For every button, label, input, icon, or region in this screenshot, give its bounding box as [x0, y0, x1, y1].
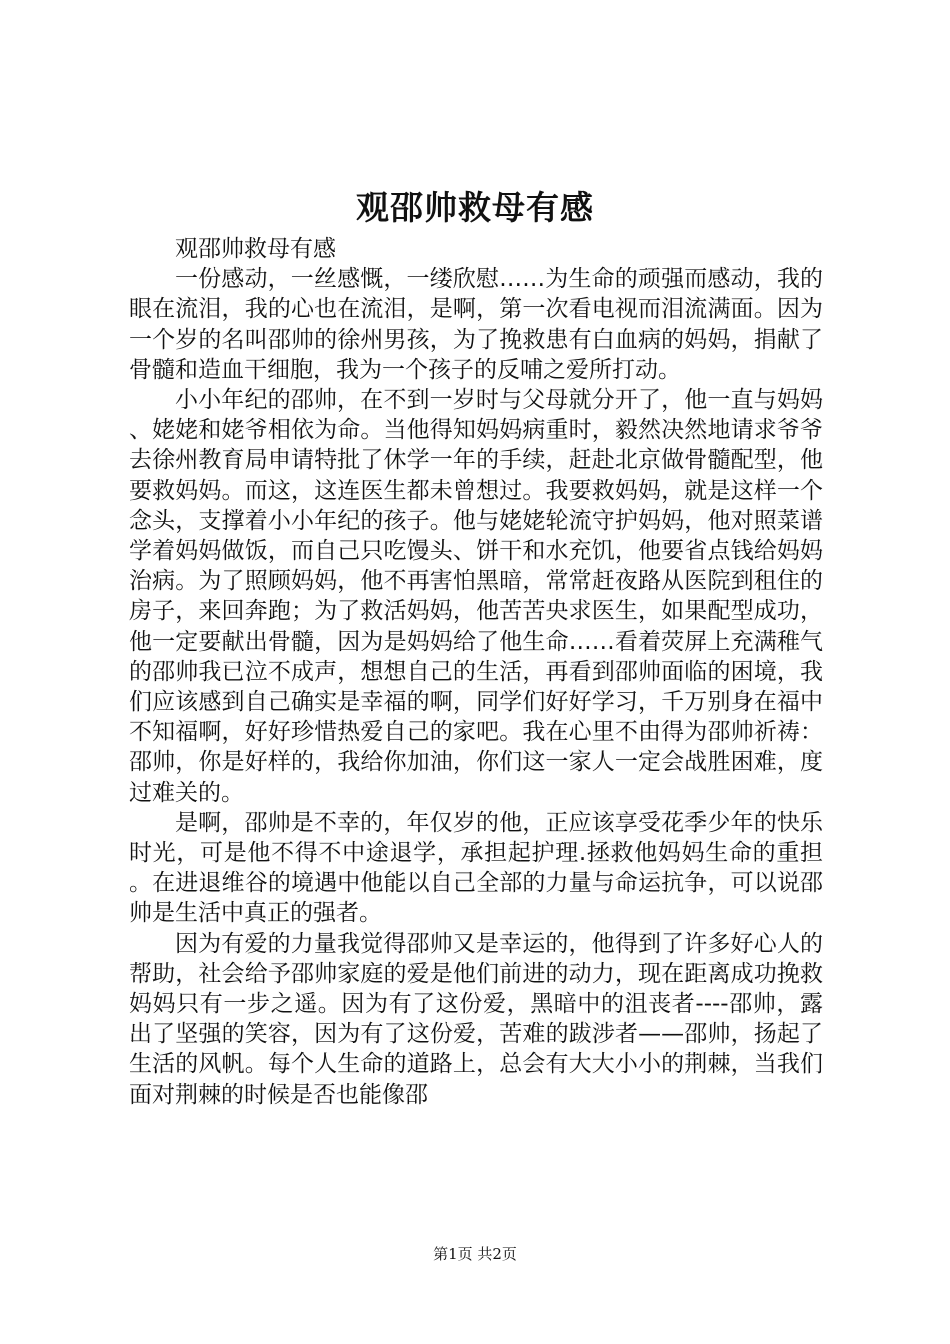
body-paragraph: 观邵帅救母有感	[175, 236, 336, 262]
body-paragraph: 小小年纪的邵帅，在不到一岁时与父母就分开了，他一直与妈妈、姥姥和姥爷相依为命。当他得知妈妈病重时，毅然决然地请求爷爷去徐州教育局申请特批了休学一年的手续，赶赴北京做骨髓配型，他要救妈妈。而这，这连医生都未曾想过。我要救妈妈，就是这样一个念头，支撑着小小年纪的孩子。他与姥姥轮流守护妈妈，他对照菜谱学着妈妈做饭，而自己只吃馒头、饼干和水充饥，他要省点钱给妈妈治病。为了照顾妈妈，他不再害怕黑暗，常常赶夜路从医院到租住的房子，来回奔跑；为了救活妈妈，他苦苦央求医生，如果配型成功，他一定要献出骨髓，因为是妈妈给了他生命……看着荧屏上充满稚气的邵帅我已泣不成声，想想自己的生活，再看到邵帅面临的困境，我们应该感到自己确实是幸福的啊，同学们好好学习，千万别身在福中不知福啊，好好珍惜热爱自己的家吧。我在心里不由得为邵帅祈祷：邵帅，你是好样的，我给你加油，你们这一家人一定会战胜困难，度过难关的。	[129, 387, 823, 806]
body-paragraph: 是啊，邵帅是不幸的，年仅岁的他，正应该享受花季少年的快乐时光，可是他不得不中途退学，承担起护理.拯救他妈妈生命的重担。在进退维谷的境遇中他能以自己全部的力量与命运抗争，可以说邵帅是生活中真正的强者。	[129, 809, 823, 927]
body-paragraph: 因为有爱的力量我觉得邵帅又是幸运的，他得到了许多好心人的帮助，社会给予邵帅家庭的爱是他们前进的动力，现在距离成功挽救妈妈只有一步之遥。因为有了这份爱，黑暗中的沮丧者----邵帅，露出了坚强的笑容，因为有了这份爱，苦难的跋涉者——邵帅，扬起了生活的风帆。每个人生命的道路上，总会有大大小小的荆棘，当我们面对荆棘的时候是否也能像邵	[129, 930, 823, 1108]
document-body	[129, 234, 823, 1110]
document-title: 观邵帅救母有感	[356, 188, 594, 227]
body-paragraph: 一份感动，一丝感慨，一缕欣慰……为生命的顽强而感动，我的眼在流泪，我的心也在流泪，是啊，第一次看电视而泪流满面。因为一个岁的名叫邵帅的徐州男孩，为了挽救患有白血病的妈妈，捐献了骨髓和造血干细胞，我为一个孩子的反哺之爱所打动。	[129, 266, 823, 383]
page-footer: 第1页 共2页	[433, 1245, 517, 1263]
